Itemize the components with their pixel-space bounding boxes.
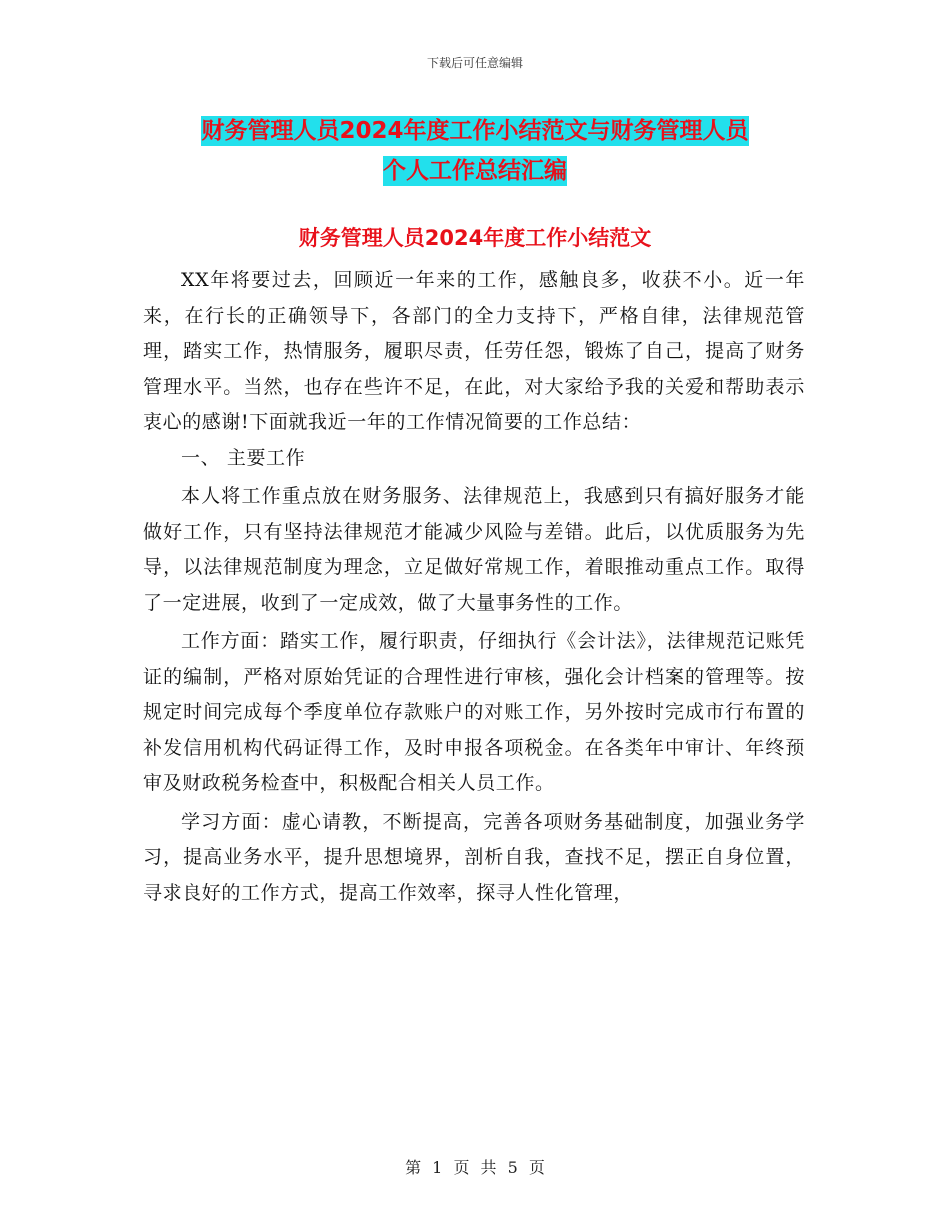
document-body	[143, 263, 805, 911]
document-title-line2: 个人工作总结汇编	[383, 158, 567, 184]
document-title	[140, 111, 810, 191]
section-title: 财务管理人员2024年度工作小结范文	[298, 226, 652, 250]
paragraph-study-aspect: 学习方面：虚心请教，不断提高，完善各项财务基础制度，加强业务学习，提高业务水平，提升思想境界，剖析自我，查找不足，摆正自身位置，寻求良好的工作方式，提高工作效率，探寻人性化管理，	[143, 810, 805, 904]
paragraph-main-work: 本人将工作重点放在财务服务、法律规范上，我感到只有搞好服务才能做好工作，只有坚持法律规范才能减少风险与差错。此后，以优质服务为先导，以法律规范制度为理念，立足做好常规工作，着眼推动重点工作。取得了一定进展，收到了一定成效，做了大量事务性的工作。	[143, 485, 805, 614]
paragraph-work-aspect: 工作方面：踏实工作，履行职责，仔细执行《会计法》，法律规范记账凭证的编制，严格对原始凭证的合理性进行审核，强化会计档案的管理等。按规定时间完成每个季度单位存款账户的对账工作，另外按时完成市行布置的补发信用机构代码证得工作，及时申报各项税金。在各类年中审计、年终预审及财政税务检查中，积极配合相关人员工作。	[143, 630, 805, 794]
page-number: 第 1 页 共 5 页	[405, 1158, 545, 1177]
header-note: 下载后可任意编辑	[426, 56, 523, 70]
paragraph-intro: XX年将要过去，回顾近一年来的工作，感触良多，收获不小。近一年来，在行长的正确领导下，各部门的全力支持下，严格自律，法律规范管理，踏实工作，热情服务，履职尽责，任劳任怨，锻炼了自己，提高了财务管理水平。当然，也存在些许不足，在此，对大家给予我的关爱和帮助表示衷心的感谢!下面就我近一年的工作情况简要的工作总结：	[143, 269, 805, 433]
heading-main-work: 一、 主要工作	[181, 446, 306, 469]
document-title-line1: 财务管理人员2024年度工作小结范文与财务管理人员	[201, 118, 749, 144]
